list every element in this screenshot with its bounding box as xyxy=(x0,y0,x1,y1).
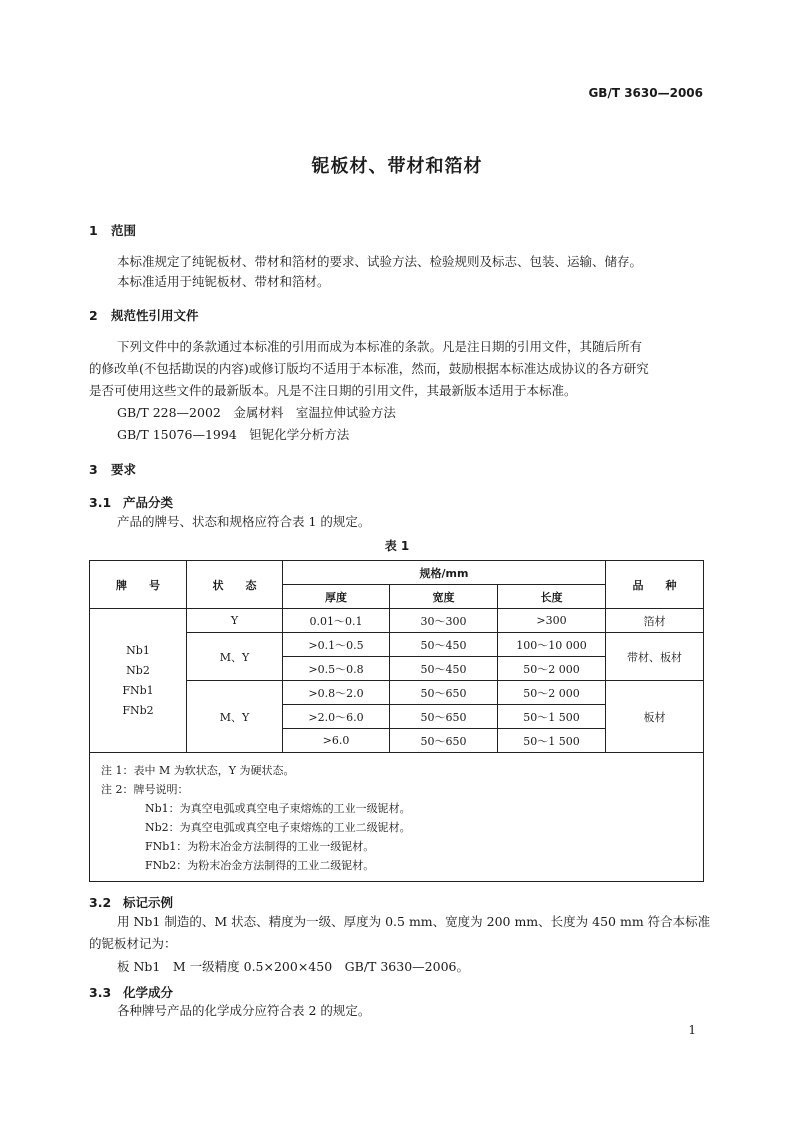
length-cell: 50～1 500 xyxy=(498,729,606,753)
thickness-cell: 0.01～0.1 xyxy=(283,609,390,633)
table-notes-row xyxy=(90,753,704,882)
section-title: 规范性引用文件 xyxy=(111,308,199,323)
section-3-1-heading xyxy=(89,493,173,511)
paragraph-line: 的铌板材记为： xyxy=(89,936,177,951)
paragraph-line: 是否可使用这些文件的最新版本。凡是不注日期的引用文件，其最新版本适用于本标准。 xyxy=(89,383,577,398)
thickness-cell: >2.0～6.0 xyxy=(283,705,390,729)
section-title: 范围 xyxy=(111,223,137,238)
note-line: 注 1：表中 M 为软状态，Y 为硬状态。 xyxy=(101,764,295,777)
section-1-heading xyxy=(89,221,136,239)
thickness-cell: >0.8～2.0 xyxy=(283,681,390,705)
thickness-cell: >6.0 xyxy=(283,729,390,753)
paragraph: 产品的牌号、状态和规格应符合表 1 的规定。 xyxy=(117,514,371,529)
section-3-3-heading xyxy=(89,983,173,1001)
length-cell: 50～1 500 xyxy=(498,705,606,729)
paragraph-line: 的修改单(不包括勘误的内容)或修订版均不适用于本标准，然而，鼓励根据本标准达成协议的各方研究 xyxy=(89,361,649,376)
document-title: 铌板材、带材和箔材 xyxy=(311,156,483,177)
paragraph: 本标准适用于纯铌板材、带材和箔材。 xyxy=(117,274,330,289)
note-line: FNb1：为粉末冶金方法制得的工业一级铌材。 xyxy=(145,840,375,853)
length-cell: 100～10 000 xyxy=(498,633,606,657)
length-cell: >300 xyxy=(498,609,606,633)
note-line: Nb2：为真空电弧或真空电子束熔炼的工业二级铌材。 xyxy=(145,821,411,834)
section-number: 2 xyxy=(89,308,98,323)
thickness-cell: >0.1～0.5 xyxy=(283,633,390,657)
header-width: 宽度 xyxy=(390,585,498,609)
table-1 xyxy=(89,560,704,882)
thickness-cell: >0.5～0.8 xyxy=(283,657,390,681)
section-2-heading xyxy=(89,306,199,324)
grade-item: FNb1 xyxy=(122,683,154,697)
width-cell: 30～300 xyxy=(390,609,498,633)
header-thickness: 厚度 xyxy=(283,585,390,609)
section-3-heading xyxy=(89,460,136,478)
paragraph: 各种牌号产品的化学成分应符合表 2 的规定。 xyxy=(117,1003,371,1018)
width-cell: 50～650 xyxy=(390,705,498,729)
section-number: 3 xyxy=(89,462,98,477)
note-line: 注 2：牌号说明： xyxy=(101,783,189,796)
state-cell: M、Y xyxy=(187,681,283,753)
note-line: Nb1：为真空电弧或真空电子束熔炼的工业一级铌材。 xyxy=(145,802,411,815)
paragraph-line: 下列文件中的条款通过本标准的引用而成为本标准的条款。凡是注日期的引用文件，其随后所有 xyxy=(117,339,643,354)
width-cell: 50～450 xyxy=(390,633,498,657)
table-header-row xyxy=(90,561,704,585)
grade-item: Nb1 xyxy=(126,643,150,657)
reference-item: GB/T 15076—1994 钽铌化学分析方法 xyxy=(117,427,350,442)
grade-cell xyxy=(90,609,187,753)
page-number: 1 xyxy=(688,1023,696,1037)
section-title: 要求 xyxy=(111,462,137,477)
section-number: 3.2 xyxy=(89,895,112,910)
length-cell: 50～2 000 xyxy=(498,657,606,681)
length-cell: 50～2 000 xyxy=(498,681,606,705)
variety-cell: 箔材 xyxy=(606,609,704,633)
section-title: 标记示例 xyxy=(123,895,174,910)
section-number: 1 xyxy=(89,223,98,238)
header-variety: 品 种 xyxy=(606,561,704,609)
table-caption: 表 1 xyxy=(384,539,410,553)
header-spec: 规格/mm xyxy=(283,561,606,585)
table-row xyxy=(90,609,704,633)
section-number: 3.1 xyxy=(89,495,112,510)
width-cell: 50～650 xyxy=(390,729,498,753)
variety-cell: 板材 xyxy=(606,681,704,753)
table-notes xyxy=(90,753,704,882)
grade-item: Nb2 xyxy=(126,663,150,677)
reference-item: GB/T 228—2002 金属材料 室温拉伸试验方法 xyxy=(117,405,396,420)
section-title: 产品分类 xyxy=(123,495,174,510)
marking-example: 板 Nb1 M 一级精度 0.5×200×450 GB/T 3630—2006。 xyxy=(117,959,469,974)
paragraph: 本标准规定了纯铌板材、带材和箔材的要求、试验方法、检验规则及标志、包装、运输、储存。 xyxy=(117,254,643,269)
width-cell: 50～650 xyxy=(390,681,498,705)
note-line: FNb2：为粉末冶金方法制得的工业二级铌材。 xyxy=(145,859,375,872)
section-3-2-heading xyxy=(89,893,173,911)
header-length: 长度 xyxy=(498,585,606,609)
state-cell: Y xyxy=(187,609,283,633)
paragraph-line: 用 Nb1 制造的、M 状态、精度为一级、厚度为 0.5 mm、宽度为 200 mm、长度为 450 mm 符合本标准 xyxy=(117,914,711,929)
section-title: 化学成分 xyxy=(123,985,174,1000)
section-number: 3.3 xyxy=(89,985,112,1000)
standard-code: GB/T 3630—2006 xyxy=(588,86,703,100)
header-state: 状 态 xyxy=(187,561,283,609)
header-grade: 牌 号 xyxy=(90,561,187,609)
width-cell: 50～450 xyxy=(390,657,498,681)
variety-cell: 带材、板材 xyxy=(606,633,704,681)
state-cell: M、Y xyxy=(187,633,283,681)
grade-item: FNb2 xyxy=(122,703,154,717)
